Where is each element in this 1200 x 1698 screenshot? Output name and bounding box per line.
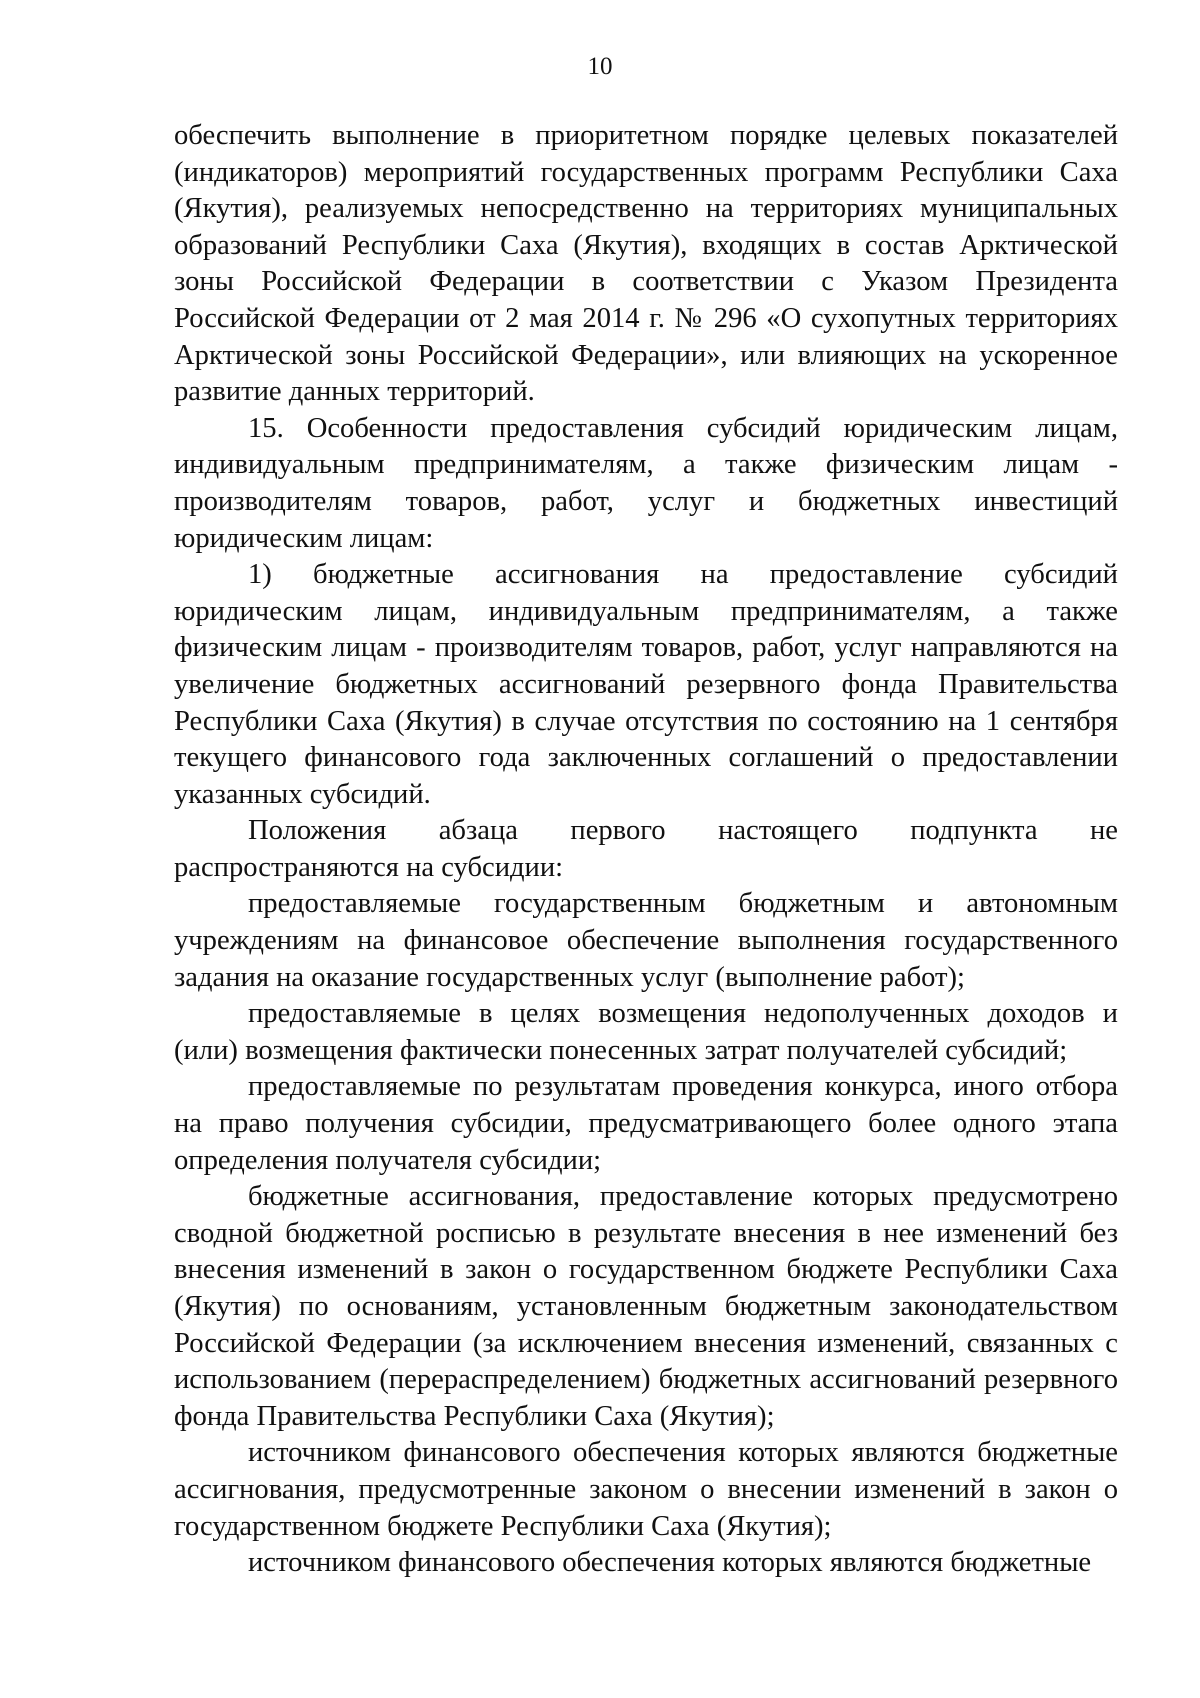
paragraph-exceptions-intro: Положения абзаца первого настоящего подпункта не распространяются на субсидии:	[174, 815, 1118, 883]
paragraph-exception-competition: предоставляемые по результатам проведения конкурса, иного отбора на право получения субсидии, предусматривающего более одного этапа определения получателя субсидии;	[174, 1071, 1118, 1176]
page-number: 10	[587, 53, 613, 80]
paragraph-exception-continued: источником финансового обеспечения которых являются бюджетные	[248, 1547, 1092, 1579]
document-body	[174, 118, 1118, 1582]
paragraph-item-15: 15. Особенности предоставления субсидий юридическим лицам, индивидуальным предпринимателям, а также физическим лицам - производителям товаров, работ, услуг и бюджетных инвестиций юридическим лицам:	[174, 412, 1118, 554]
paragraph-exception-budget-allocations: бюджетные ассигнования, предоставление которых предусмотрено сводной бюджетной росписью в результате внесения в нее изменений без внесения изменений в закон о государственном бюджете Республики Саха (Якутия) по основаниям, установленным бюджетным законодательством Российской Федерации (за исключением внесения изменений, связанных с использованием (перераспределением) бюджетных ассигнований резервного фонда Правительства Республики Саха (Якутия);	[174, 1181, 1118, 1432]
paragraph-subitem-1: 1) бюджетные ассигнования на предоставление субсидий юридическим лицам, индивидуальным предпринимателям, а также физическим лицам - производителям товаров, работ, услуг направляются на увеличение бюджетных ассигнований резервного фонда Правительства Республики Саха (Якутия) в случае отсутствия по состоянию на 1 сентября текущего финансового года заключенных соглашений о предоставлении указанных субсидий.	[174, 559, 1118, 810]
paragraph-exception-compensation: предоставляемые в целях возмещения недополученных доходов и (или) возмещения фактически понесенных затрат получателей субсидий;	[174, 998, 1118, 1066]
paragraph-continuation: обеспечить выполнение в приоритетном порядке целевых показателей (индикаторов) мероприятий государственных программ Республики Саха (Якутия), реализуемых непосредственно на территориях муниципальных образований Республики Саха (Якутия), входящих в состав Арктической зоны Российской Федерации в соответствии с Указом Президента Российской Федерации от 2 мая 2014 г. № 296 «О сухопутных территориях Арктической зоны Российской Федерации», или влияющих на ускоренное развитие данных территорий.	[174, 120, 1118, 408]
paragraph-exception-state-institutions: предоставляемые государственным бюджетным и автономным учреждениям на финансовое обеспечение выполнения государственного задания на оказание государственных услуг (выполнение работ);	[174, 888, 1118, 993]
paragraph-exception-law-amendments: источником финансового обеспечения которых являются бюджетные ассигнования, предусмотренные законом о внесении изменений в закон о государственном бюджете Республики Саха (Якутия);	[174, 1437, 1118, 1542]
